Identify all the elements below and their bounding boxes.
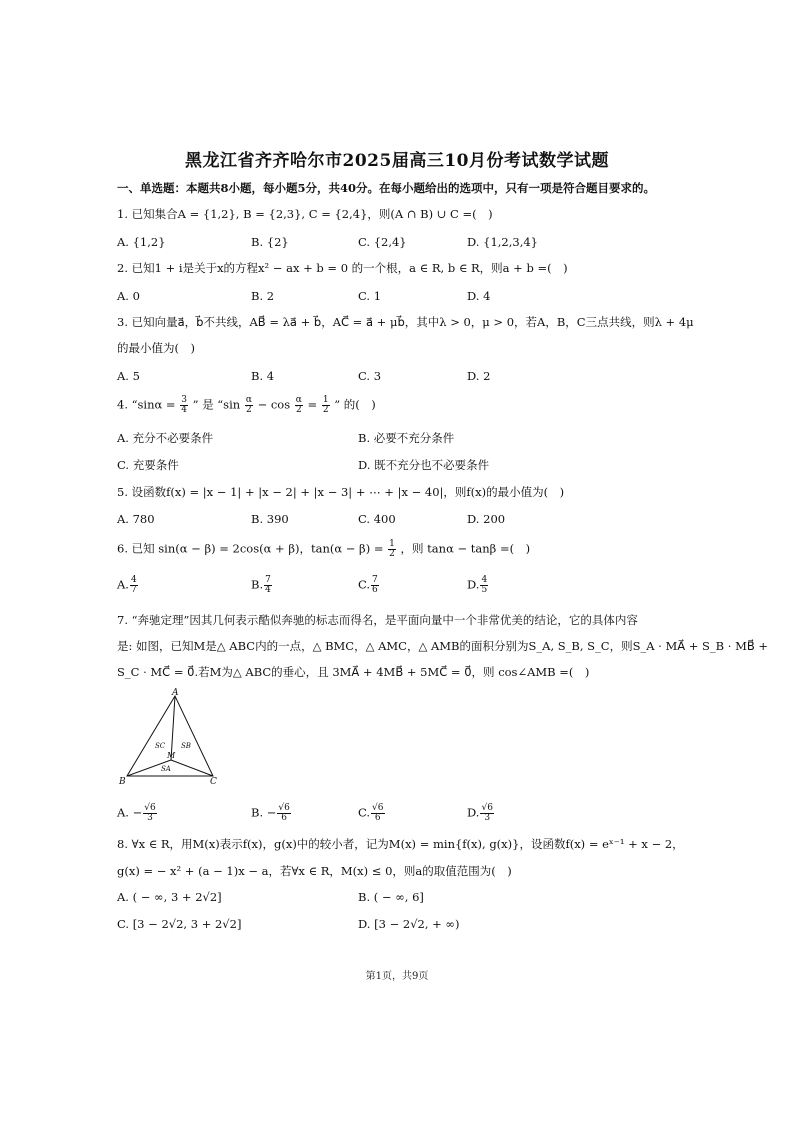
q2-option-a: A. 0: [117, 289, 140, 303]
q5-option-c: C. 400: [358, 512, 396, 526]
q4-stem-mid3: =: [307, 397, 318, 412]
triangle-abc: [127, 696, 213, 776]
q4-stem-mid2: − cos: [257, 397, 291, 412]
q3-option-d: D. 2: [467, 369, 491, 383]
label-c: C: [210, 777, 217, 787]
q6-option-c: C. $\frac{7}{6}$: [358, 575, 378, 595]
q1-option-d: D. {1,2,3,4}: [467, 235, 538, 249]
q1-option-c: C. {2,4}: [358, 235, 407, 249]
q4-stem-pre: 4. “sinα =: [117, 397, 176, 412]
q8-option-c: C. [3 − 2√2, 3 + 2√2]: [117, 917, 242, 931]
q3-option-b: B. 4: [251, 369, 275, 383]
q1-stem: 1. 已知集合A = {1,2}, B = {2,3}, C = {2,4}，则(A ∩ B) ∪ C =( ): [117, 207, 493, 221]
q5-stem: 5. 设函数f(x) = |x − 1| + |x − 2| + |x − 3| + ⋯ + |x − 40|，则f(x)的最小值为( ): [117, 485, 565, 499]
label-sb: SB: [181, 742, 191, 750]
q4-option-b: B. 必要不充分条件: [358, 431, 455, 445]
q2-option-d: D. 4: [467, 289, 491, 303]
q4-stem-mid: ” 是 “sin: [192, 397, 241, 412]
q1-option-b: B. {2}: [251, 235, 289, 249]
q4-fraction-1: $\frac{3}{4}$: [181, 395, 187, 415]
q4-stem-post: ” 的( ): [334, 397, 376, 412]
q6-option-a: A. $\frac{4}{7}$: [117, 575, 137, 595]
q3-option-c: C. 3: [358, 369, 382, 383]
q7-option-c: C. $\frac{√6}{6}$: [358, 803, 384, 823]
q2-stem: 2. 已知1 + i是关于x的方程x² − ax + b = 0 的一个根，a ∈ R, b ∈ R，则a + b =( ): [117, 261, 568, 275]
label-b: B: [119, 777, 126, 787]
section-heading: 一、单选题：本题共8小题，每小题5分，共40分。在每小题给出的选项中，只有一项是符合题目要求的。: [117, 181, 656, 195]
triangle-figure: [117, 688, 227, 788]
q2-option-b: B. 2: [251, 289, 275, 303]
q4-stem: [117, 396, 376, 415]
label-sc: SC: [155, 742, 166, 750]
q5-option-a: A. 780: [117, 512, 155, 526]
q3-option-a: A. 5: [117, 369, 140, 383]
page-title: 黑龙江省齐齐哈尔市2025届高三10月份考试数学试题: [185, 151, 609, 171]
q7-stem-line1: 7. “奔驰定理”因其几何表示酷似奔驰的标志而得名，是平面向量中一个非常优美的结论，它的具体内容: [117, 613, 638, 627]
label-a: A: [172, 688, 179, 698]
q7-stem-line2: 是: 如图，已知M是△ ABC内的一点，△ BMC，△ AMC，△ AMB的面积分别为S_A, S_B, S_C，则S_A · MA⃗ + S_B · MB⃗ +: [117, 639, 769, 653]
q6-stem-post: ，则 tanα − tanβ =( ): [400, 541, 531, 556]
q8-option-b: B. ( − ∞, 6]: [358, 890, 424, 904]
q7-stem-line3: S_C · MC⃗ = 0⃗.若M为△ ABC的垂心，且 3MA⃗ + 4MB⃗ + 5MC⃗ = 0⃗，则 cos∠AMB =( ): [117, 665, 590, 679]
q3-stem-line2: 的最小值为( ): [117, 341, 195, 355]
q8-stem-line1: 8. ∀x ∈ R，用M(x)表示f(x)，g(x)中的较小者，记为M(x) = min{f(x), g(x)}，设函数f(x) = eˣ⁻¹ + x − 2，: [117, 837, 684, 851]
label-m: M: [167, 751, 176, 760]
q6-stem: [117, 540, 530, 559]
page-footer: 第1页，共9页: [365, 971, 429, 982]
q6-option-b: B. $\frac{7}{4}$: [251, 575, 271, 595]
q6-stem-pre: 6. 已知 sin(α − β) = 2cos(α + β)，tan(α − β) =: [117, 541, 384, 556]
q4-fraction-2: $\frac{\alpha}{2}$: [245, 395, 252, 415]
q4-option-a: A. 充分不必要条件: [117, 431, 214, 445]
q8-option-a: A. ( − ∞, 3 + 2√2]: [117, 890, 222, 904]
q7-option-d: D. $\frac{√6}{3}$: [467, 803, 493, 823]
q4-fraction-3: $\frac{\alpha}{2}$: [295, 395, 302, 415]
q5-option-d: D. 200: [467, 512, 506, 526]
q5-option-b: B. 390: [251, 512, 289, 526]
q4-fraction-4: $\frac{1}{2}$: [322, 395, 329, 415]
q8-option-d: D. [3 − 2√2, + ∞): [358, 917, 460, 931]
q4-option-c: C. 充要条件: [117, 458, 179, 472]
q2-option-c: C. 1: [358, 289, 382, 303]
label-sa: SA: [161, 765, 171, 773]
q3-stem-line1: 3. 已知向量a⃗，b⃗不共线，AB⃗ = λa⃗ + b⃗，AC⃗ = a⃗ + μb⃗，其中λ > 0，μ > 0，若A，B，C三点共线，则λ + 4μ: [117, 315, 694, 329]
q4-option-d: D. 既不充分也不必要条件: [358, 458, 490, 472]
q1-option-a: A. {1,2}: [117, 235, 166, 249]
q7-option-a: A. − $\frac{√6}{3}$: [117, 803, 156, 823]
q6-fraction: $\frac{1}{2}$: [389, 539, 395, 559]
q6-option-d: D. $\frac{4}{5}$: [467, 575, 488, 595]
q8-stem-line2: g(x) = − x² + (a − 1)x − a，若∀x ∈ R，M(x) ≤ 0，则a的取值范围为( ): [117, 864, 512, 878]
q7-option-b: B. − $\frac{√6}{6}$: [251, 803, 290, 823]
